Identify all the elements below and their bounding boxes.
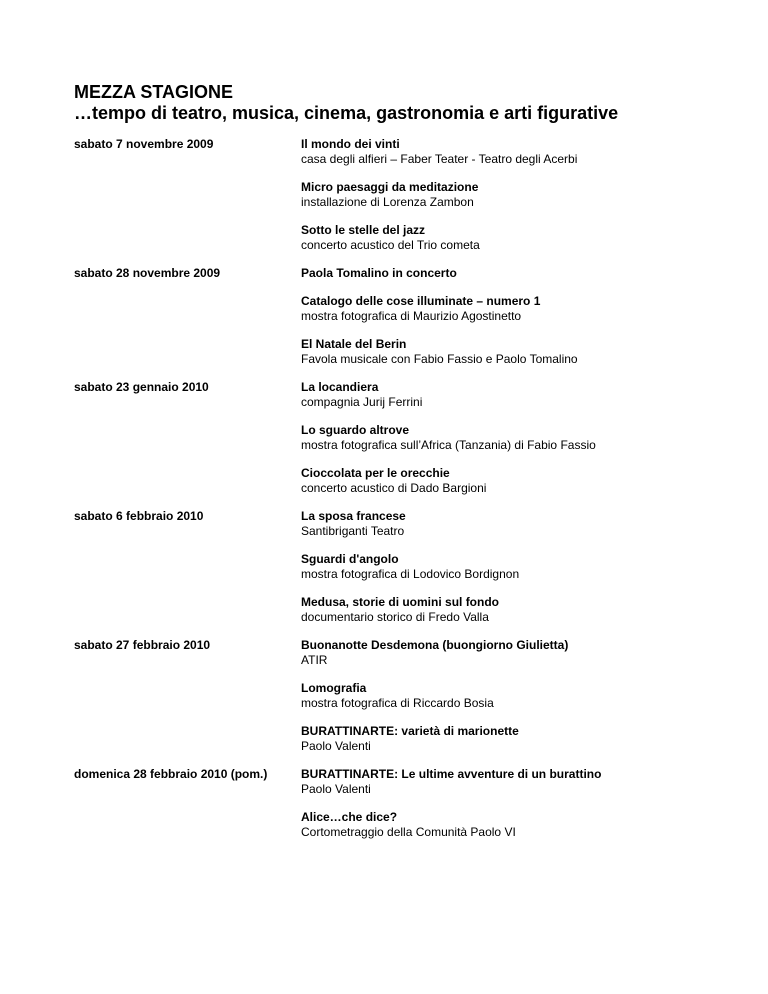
- event-description: casa degli alfieri – Faber Teater - Teatro degli Acerbi: [301, 152, 578, 166]
- schedule-day: [74, 509, 694, 638]
- event-item: [301, 180, 694, 210]
- event-item: [301, 595, 694, 625]
- event-date: sabato 28 novembre 2009: [74, 266, 221, 280]
- event-description: concerto acustico del Trio cometa: [301, 238, 480, 252]
- event-title: Sguardi d'angolo: [301, 552, 399, 566]
- event-item: [301, 137, 694, 167]
- event-item: [301, 466, 694, 496]
- event-description: documentario storico di Fredo Valla: [301, 610, 489, 624]
- event-title: Medusa, storie di uomini sul fondo: [301, 595, 500, 609]
- schedule-day: [74, 380, 694, 509]
- event-title: La sposa francese: [301, 509, 406, 523]
- day-events: [301, 266, 694, 380]
- day-events: [301, 767, 694, 853]
- event-description: mostra fotografica di Riccardo Bosia: [301, 696, 494, 710]
- day-events: [301, 509, 694, 638]
- event-title: Cioccolata per le orecchie: [301, 466, 450, 480]
- event-title: La locandiera: [301, 380, 379, 394]
- event-title: Lo sguardo altrove: [301, 423, 410, 437]
- event-title: El Natale del Berin: [301, 337, 407, 351]
- day-events: [301, 638, 694, 767]
- event-description: Favola musicale con Fabio Fassio e Paolo Tomalino: [301, 352, 578, 366]
- schedule-day: [74, 767, 694, 853]
- event-description: Paolo Valenti: [301, 782, 371, 796]
- event-description: mostra fotografica di Lodovico Bordignon: [301, 567, 520, 581]
- event-description: Paolo Valenti: [301, 739, 371, 753]
- page-subtitle: …tempo di teatro, musica, cinema, gastronomia e arti figurative: [74, 103, 619, 123]
- event-item: [301, 724, 694, 754]
- event-description: Cortometraggio della Comunità Paolo VI: [301, 825, 516, 839]
- event-item: [301, 509, 694, 539]
- event-item: [301, 638, 694, 668]
- event-title: Alice…che dice?: [301, 810, 398, 824]
- event-date: sabato 7 novembre 2009: [74, 137, 214, 151]
- event-date: sabato 23 gennaio 2010: [74, 380, 209, 394]
- event-item: [301, 223, 694, 253]
- event-date: domenica 28 febbraio 2010 (pom.): [74, 767, 268, 781]
- event-item: [301, 337, 694, 367]
- event-description: concerto acustico di Dado Bargioni: [301, 481, 487, 495]
- event-date: sabato 6 febbraio 2010: [74, 509, 204, 523]
- event-item: [301, 423, 694, 453]
- event-item: [301, 294, 694, 324]
- event-description: ATIR: [301, 653, 328, 667]
- event-item: [301, 380, 694, 410]
- event-title: Lomografia: [301, 681, 367, 695]
- event-item: [301, 810, 694, 840]
- event-item: [301, 767, 694, 797]
- schedule-day: [74, 266, 694, 380]
- event-item: [301, 266, 694, 281]
- event-description: compagnia Jurij Ferrini: [301, 395, 423, 409]
- schedule-day: [74, 137, 694, 266]
- event-description: mostra fotografica sull’Africa (Tanzania) di Fabio Fassio: [301, 438, 596, 452]
- event-description: mostra fotografica di Maurizio Agostinetto: [301, 309, 522, 323]
- event-title: Sotto le stelle del jazz: [301, 223, 426, 237]
- event-title: Il mondo dei vinti: [301, 137, 400, 151]
- event-item: [301, 681, 694, 711]
- event-title: Catalogo delle cose illuminate – numero 1: [301, 294, 541, 308]
- page-title: MEZZA STAGIONE: [74, 82, 233, 102]
- day-events: [301, 380, 694, 509]
- event-title: Paola Tomalino in concerto: [301, 266, 457, 280]
- event-schedule: [74, 137, 694, 853]
- event-title: Micro paesaggi da meditazione: [301, 180, 479, 194]
- day-events: [301, 137, 694, 266]
- event-title: BURATTINARTE: Le ultime avventure di un burattino: [301, 767, 602, 781]
- schedule-day: [74, 638, 694, 767]
- event-item: [301, 552, 694, 582]
- document-page: [74, 82, 694, 853]
- event-date: sabato 27 febbraio 2010: [74, 638, 211, 652]
- event-description: installazione di Lorenza Zambon: [301, 195, 474, 209]
- event-title: BURATTINARTE: varietà di marionette: [301, 724, 519, 738]
- event-description: Santibriganti Teatro: [301, 524, 405, 538]
- event-title: Buonanotte Desdemona (buongiorno Giulietta): [301, 638, 569, 652]
